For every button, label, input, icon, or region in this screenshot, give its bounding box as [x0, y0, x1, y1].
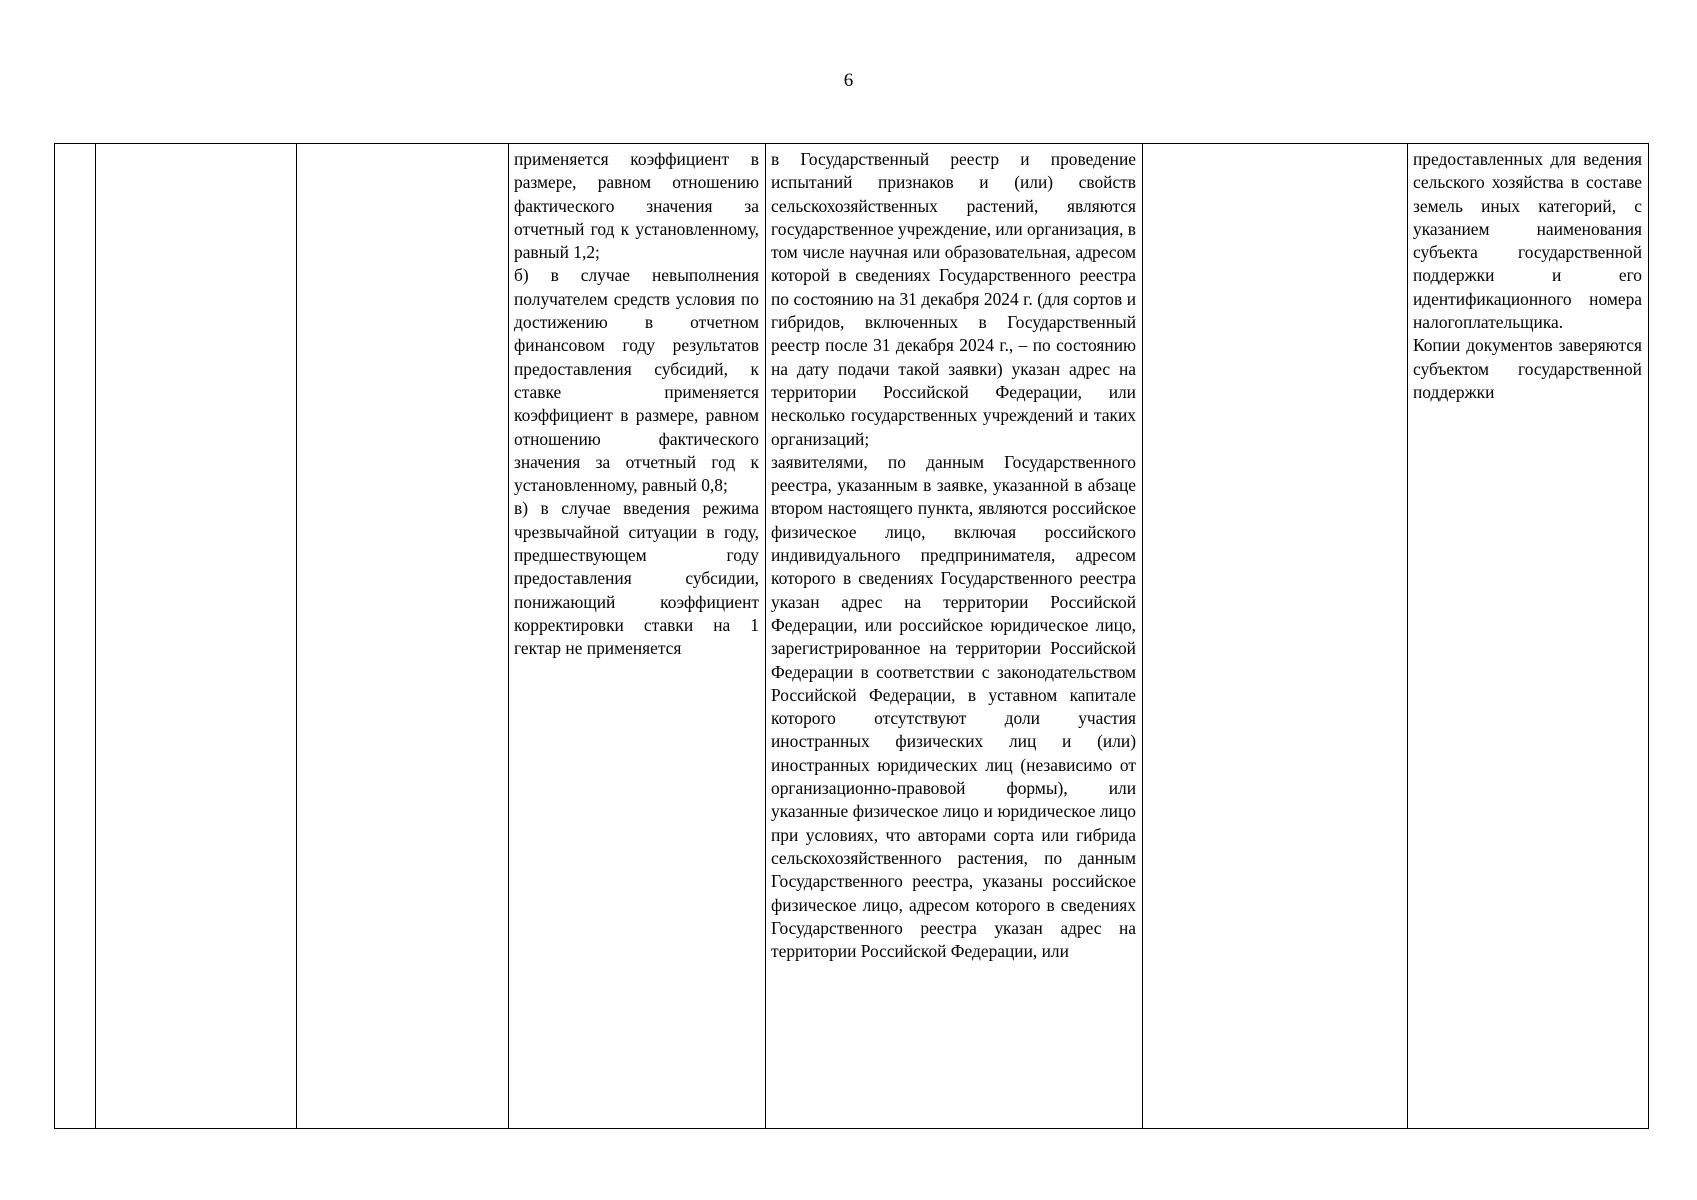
cell-paragraph: в Государственный реестр и проведение испытаний признаков и (или) свойств сельскохозяйственных растений, являются государственное учреждение, или организация, в том числе научная или образовательная, адресом которой в сведениях Государственного реестра по состоянию на 31 декабря 2024 г. (для сортов и гибридов, включенных в Государственный реестр после 31 декабря 2024 г., – по состоянию на дату подачи такой заявки) указан адрес на территории Российской Федерации, или несколько государственных учреждений и таких организаций;: [771, 149, 1136, 449]
table-cell-empty: [1143, 144, 1408, 1129]
table-cell-number: [55, 144, 96, 1129]
table-row: [55, 144, 1649, 1129]
cell-paragraph: в) в случае введения режима чрезвычайной ситуации в году, предшествующем году предоставления субсидии, понижающий коэффициент корректировки ставки на 1 гектар не применяется: [514, 498, 759, 659]
table-cell-empty: [96, 144, 297, 1129]
cell-paragraph: заявителями, по данным Государственного реестра, указанным в заявке, указанной в абзаце втором настоящего пункта, являются российское физическое лицо, включая российского индивидуального предпринимателя, адресом которого в сведениях Государственного реестра указан адрес на территории Российской Федерации, или российское юридическое лицо, зарегистрированное на территории Российской Федерации в соответствии с законодательством Российской Федерации, в уставном капитале которого отсутствуют доли участия иностранных физических лиц и (или) иностранных юридических лиц (независимо от организационно-правовой формы), или указанные физическое лицо и юридическое лицо при условиях, что авторами сорта или гибрида сельскохозяйственного растения, по данным Государственного реестра, указаны российское физическое лицо, адресом которого в сведениях Государственного реестра указан адрес на территории Российской Федерации, или: [771, 451, 1136, 962]
table-cell-conditions: [766, 144, 1143, 1129]
cell-paragraph: применяется коэффициент в размере, равном отношению фактического значения за отчетный год к установленному, равный 1,2;: [514, 149, 759, 263]
cell-paragraph: б) в случае невыполнения получателем средств условия по достижению в отчетном финансовом году результатов предоставления субсидий, к ставке применяется коэффициент в размере, равном отношению фактического значения за отчетный год к установленному, равный 0,8;: [514, 265, 759, 496]
table-cell-documents: [1408, 144, 1649, 1129]
document-table: [54, 143, 1649, 1129]
cell-paragraph: Копии документов заверяются субъектом государственной поддержки: [1413, 335, 1642, 402]
cell-paragraph: предоставленных для ведения сельского хозяйства в составе земель иных категорий, с указанием наименования субъекта государственной поддержки и его идентификационного номера налогоплательщика.: [1413, 149, 1642, 333]
table-cell-coefficient: [509, 144, 766, 1129]
page-number: 6: [843, 70, 854, 91]
table-cell-empty: [297, 144, 509, 1129]
